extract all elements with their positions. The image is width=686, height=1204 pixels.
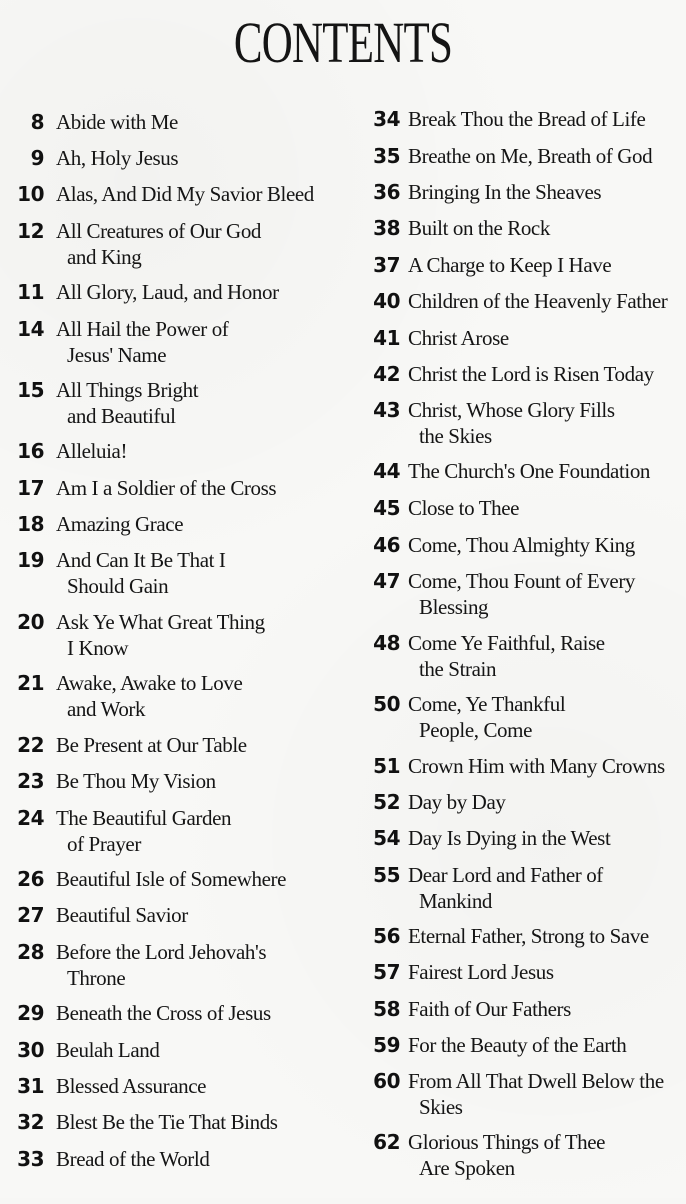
entry-page-number: 22: [17, 733, 44, 757]
entry-page-number: 14: [17, 317, 44, 341]
entry-title: [408, 495, 519, 521]
entry-title-line-1: Bread of the World: [56, 1147, 210, 1171]
entry-page-number: 15: [17, 378, 44, 402]
entry-title-line-2: Mankind: [419, 889, 493, 913]
entry-page-number: 10: [17, 182, 44, 206]
entry-title-line-2: Blessing: [419, 595, 489, 619]
entry-title: [408, 923, 649, 949]
toc-entry: [0, 1146, 350, 1204]
entry-title-line-1: For the Beauty of the Earth: [408, 1033, 627, 1057]
entry-title-line-1: Blest Be the Tie That Binds: [56, 1110, 278, 1134]
entry-title-line-1: Awake, Awake to Love: [56, 671, 243, 695]
toc-entry: [350, 1129, 686, 1187]
entry-page-number: 28: [17, 940, 44, 964]
entry-page-number: 26: [17, 867, 44, 891]
entry-title-line-2: the Skies: [419, 424, 492, 448]
entry-page-number: 60: [373, 1069, 400, 1093]
entry-title-line-1: Christ Arose: [408, 326, 509, 350]
toc-entry: [0, 547, 350, 605]
entry-title-line-1: All Creatures of Our God: [56, 219, 262, 243]
entry-title-line-1: Glorious Things of Thee: [408, 1130, 606, 1154]
entry-title: [56, 1037, 159, 1063]
entry-title: [56, 1109, 278, 1135]
entry-title: [56, 1073, 206, 1099]
entry-title: [56, 145, 178, 171]
entry-title-line-2: and Beautiful: [67, 404, 176, 428]
entry-title-line-1: A Charge to Keep I Have: [408, 253, 612, 277]
entry-page-number: 12: [17, 219, 44, 243]
entry-page-number: 62: [373, 1130, 400, 1154]
entry-title-line-2: Jesus' Name: [67, 343, 167, 367]
entry-title: [408, 753, 665, 779]
entry-title-line-1: Fairest Lord Jesus: [408, 960, 554, 984]
toc-entry: [0, 316, 350, 374]
toc-entry: [350, 630, 686, 688]
entry-title-line-1: Am I a Soldier of the Cross: [56, 476, 277, 500]
entry-title: [56, 475, 276, 501]
entry-title-line-1: Breathe on Me, Breath of God: [408, 144, 653, 168]
entry-title-line-2: and Work: [67, 697, 146, 721]
entry-title-line-1: Built on the Rock: [408, 216, 550, 240]
entry-title: [408, 252, 611, 278]
entry-title-line-1: Children of the Heavenly Father: [408, 289, 668, 313]
entry-title-line-1: Crown Him with Many Crowns: [408, 754, 665, 778]
entry-title: [56, 438, 127, 464]
toc-entry: [0, 670, 350, 728]
entry-title-line-2: of Prayer: [67, 832, 141, 856]
entry-title: [56, 805, 231, 857]
entry-title: [56, 609, 265, 661]
entry-page-number: 30: [17, 1038, 44, 1062]
entry-page-number: 29: [17, 1001, 44, 1025]
entry-page-number: 41: [373, 326, 400, 350]
entry-page-number: 36: [373, 180, 400, 204]
entry-page-number: 27: [17, 903, 44, 927]
entry-title: [56, 181, 314, 207]
entry-page-number: 52: [373, 790, 400, 814]
entry-page-number: 23: [17, 769, 44, 793]
entry-title-line-1: Bringing In the Sheaves: [408, 180, 602, 204]
entry-title: [408, 1032, 626, 1058]
entry-title-line-2: Should Gain: [67, 574, 169, 598]
entry-title-line-1: Come, Thou Fount of Every: [408, 569, 636, 593]
entry-page-number: 21: [17, 671, 44, 695]
entry-title-line-1: Day by Day: [408, 790, 506, 814]
entry-title: [56, 1000, 271, 1026]
entry-title: [408, 789, 505, 815]
entry-title-line-1: Amazing Grace: [56, 512, 184, 536]
entry-title-line-1: Dear Lord and Father of: [408, 863, 603, 887]
entry-title-line-1: Come, Thou Almighty King: [408, 533, 635, 557]
entry-title-line-1: From All That Dwell Below the: [408, 1069, 664, 1093]
entry-page-number: 42: [373, 362, 400, 386]
entry-page-number: 18: [17, 512, 44, 536]
toc-entry: [0, 805, 350, 863]
entry-page-number: 16: [17, 439, 44, 463]
entry-title-line-2: Throne: [67, 966, 126, 990]
entry-title-line-1: Alas, And Did My Savior Bleed: [56, 182, 314, 206]
entry-page-number: 33: [17, 1147, 44, 1171]
entry-page-number: 43: [373, 398, 400, 422]
entry-title-line-1: Christ, Whose Glory Fills: [408, 398, 615, 422]
toc-entry: [350, 862, 686, 920]
toc-entry: [350, 1068, 686, 1126]
entry-title: [56, 670, 242, 722]
entry-page-number: 31: [17, 1074, 44, 1098]
entry-title-line-1: Eternal Father, Strong to Save: [408, 924, 649, 948]
entry-title-line-2: and King: [67, 245, 142, 269]
entry-title: [56, 279, 279, 305]
entry-title-line-2: People, Come: [419, 718, 533, 742]
entry-page-number: 57: [373, 960, 400, 984]
entry-title-line-1: Be Thou My Vision: [56, 769, 216, 793]
entry-title-line-1: All Things Bright: [56, 378, 199, 402]
right-column: [350, 0, 686, 1198]
entry-page-number: 47: [373, 569, 400, 593]
entry-title-line-1: The Beautiful Garden: [56, 806, 232, 830]
toc-entry: [0, 377, 350, 435]
entry-title: [408, 397, 615, 449]
entry-title: [408, 325, 509, 351]
entry-title: [408, 1068, 664, 1120]
entry-title-line-1: Be Present at Our Table: [56, 733, 247, 757]
entry-title: [56, 902, 188, 928]
entry-title-line-1: All Hail the Power of: [56, 317, 229, 341]
toc-entry: [0, 609, 350, 667]
entry-page-number: 38: [373, 216, 400, 240]
entry-title-line-1: Come Ye Faithful, Raise: [408, 631, 605, 655]
entry-title-line-1: Beautiful Savior: [56, 903, 188, 927]
toc-entry: [350, 397, 686, 455]
entry-page-number: 34: [373, 107, 400, 131]
entry-title: [56, 732, 247, 758]
entry-title: [408, 458, 650, 484]
entry-page-number: 51: [373, 754, 400, 778]
entry-page-number: 17: [17, 476, 44, 500]
entry-title: [56, 547, 226, 599]
entry-page-number: 45: [373, 496, 400, 520]
entry-title-line-1: Blessed Assurance: [56, 1074, 207, 1098]
entry-title: [408, 215, 550, 241]
entry-title: [408, 288, 667, 314]
entry-page-number: 8: [30, 110, 44, 134]
entry-page-number: 11: [17, 280, 44, 304]
entry-title-line-1: Ask Ye What Great Thing: [56, 610, 265, 634]
entry-title: [408, 630, 605, 682]
entry-title: [408, 959, 554, 985]
entry-page-number: 58: [373, 997, 400, 1021]
toc-entry: [0, 218, 350, 276]
entry-title: [56, 511, 183, 537]
entry-title-line-2: I Know: [67, 636, 129, 660]
entry-title-line-1: Beneath the Cross of Jesus: [56, 1001, 271, 1025]
toc-entry: [0, 939, 350, 997]
entry-title: [56, 866, 286, 892]
entry-title-line-2: Are Spoken: [419, 1156, 515, 1180]
entry-page-number: 20: [17, 610, 44, 634]
entry-page-number: 37: [373, 253, 400, 277]
toc-entry: [350, 691, 686, 749]
entry-page-number: 44: [373, 459, 400, 483]
entry-title: [408, 996, 571, 1022]
entry-title: [56, 109, 178, 135]
entry-page-number: 55: [373, 863, 400, 887]
entry-title-line-2: Skies: [419, 1095, 463, 1119]
entry-page-number: 46: [373, 533, 400, 557]
entry-title-line-2: the Strain: [419, 657, 497, 681]
entry-title-line-1: Before the Lord Jehovah's: [56, 940, 267, 964]
entry-title: [56, 939, 266, 991]
entry-title: [408, 106, 645, 132]
entry-title: [408, 361, 654, 387]
entry-title-line-1: Come, Ye Thankful: [408, 692, 566, 716]
entry-page-number: 32: [17, 1110, 44, 1134]
entry-title: [56, 316, 228, 368]
entry-page-number: 59: [373, 1033, 400, 1057]
entry-title: [56, 377, 198, 429]
entry-title: [408, 691, 565, 743]
entry-title-line-1: Break Thou the Bread of Life: [408, 107, 646, 131]
entry-page-number: 48: [373, 631, 400, 655]
entry-title-line-1: Close to Thee: [408, 496, 520, 520]
entry-page-number: 54: [373, 826, 400, 850]
entry-page-number: 50: [373, 692, 400, 716]
entry-title-line-1: And Can It Be That I: [56, 548, 226, 572]
entry-title-line-1: Faith of Our Fathers: [408, 997, 571, 1021]
page-title: CONTENTS: [233, 10, 453, 75]
entry-title: [408, 862, 603, 914]
entry-title-line-1: Christ the Lord is Risen Today: [408, 362, 654, 386]
entry-title: [408, 1129, 605, 1181]
entry-title-line-1: Beautiful Isle of Somewhere: [56, 867, 287, 891]
entry-title-line-1: Alleluia!: [56, 439, 128, 463]
entry-title: [56, 768, 216, 794]
entry-title-line-1: Day Is Dying in the West: [408, 826, 611, 850]
entry-page-number: 9: [30, 146, 44, 170]
entry-title: [56, 1146, 209, 1172]
entry-title: [408, 825, 610, 851]
entry-title: [56, 218, 261, 270]
entry-page-number: 40: [373, 289, 400, 313]
entry-page-number: 19: [17, 548, 44, 572]
entry-title: [408, 568, 635, 620]
entry-page-number: 56: [373, 924, 400, 948]
entry-page-number: 24: [17, 806, 44, 830]
entry-title-line-1: All Glory, Laud, and Honor: [56, 280, 279, 304]
entry-page-number: 35: [373, 144, 400, 168]
entry-title: [408, 143, 652, 169]
entry-title-line-1: Ah, Holy Jesus: [56, 146, 179, 170]
entry-title-line-1: Abide with Me: [56, 110, 178, 134]
entry-title: [408, 532, 635, 558]
entry-title-line-1: The Church's One Foundation: [408, 459, 651, 483]
entry-title: [408, 179, 601, 205]
toc-entry: [350, 568, 686, 626]
entry-title-line-1: Beulah Land: [56, 1038, 160, 1062]
